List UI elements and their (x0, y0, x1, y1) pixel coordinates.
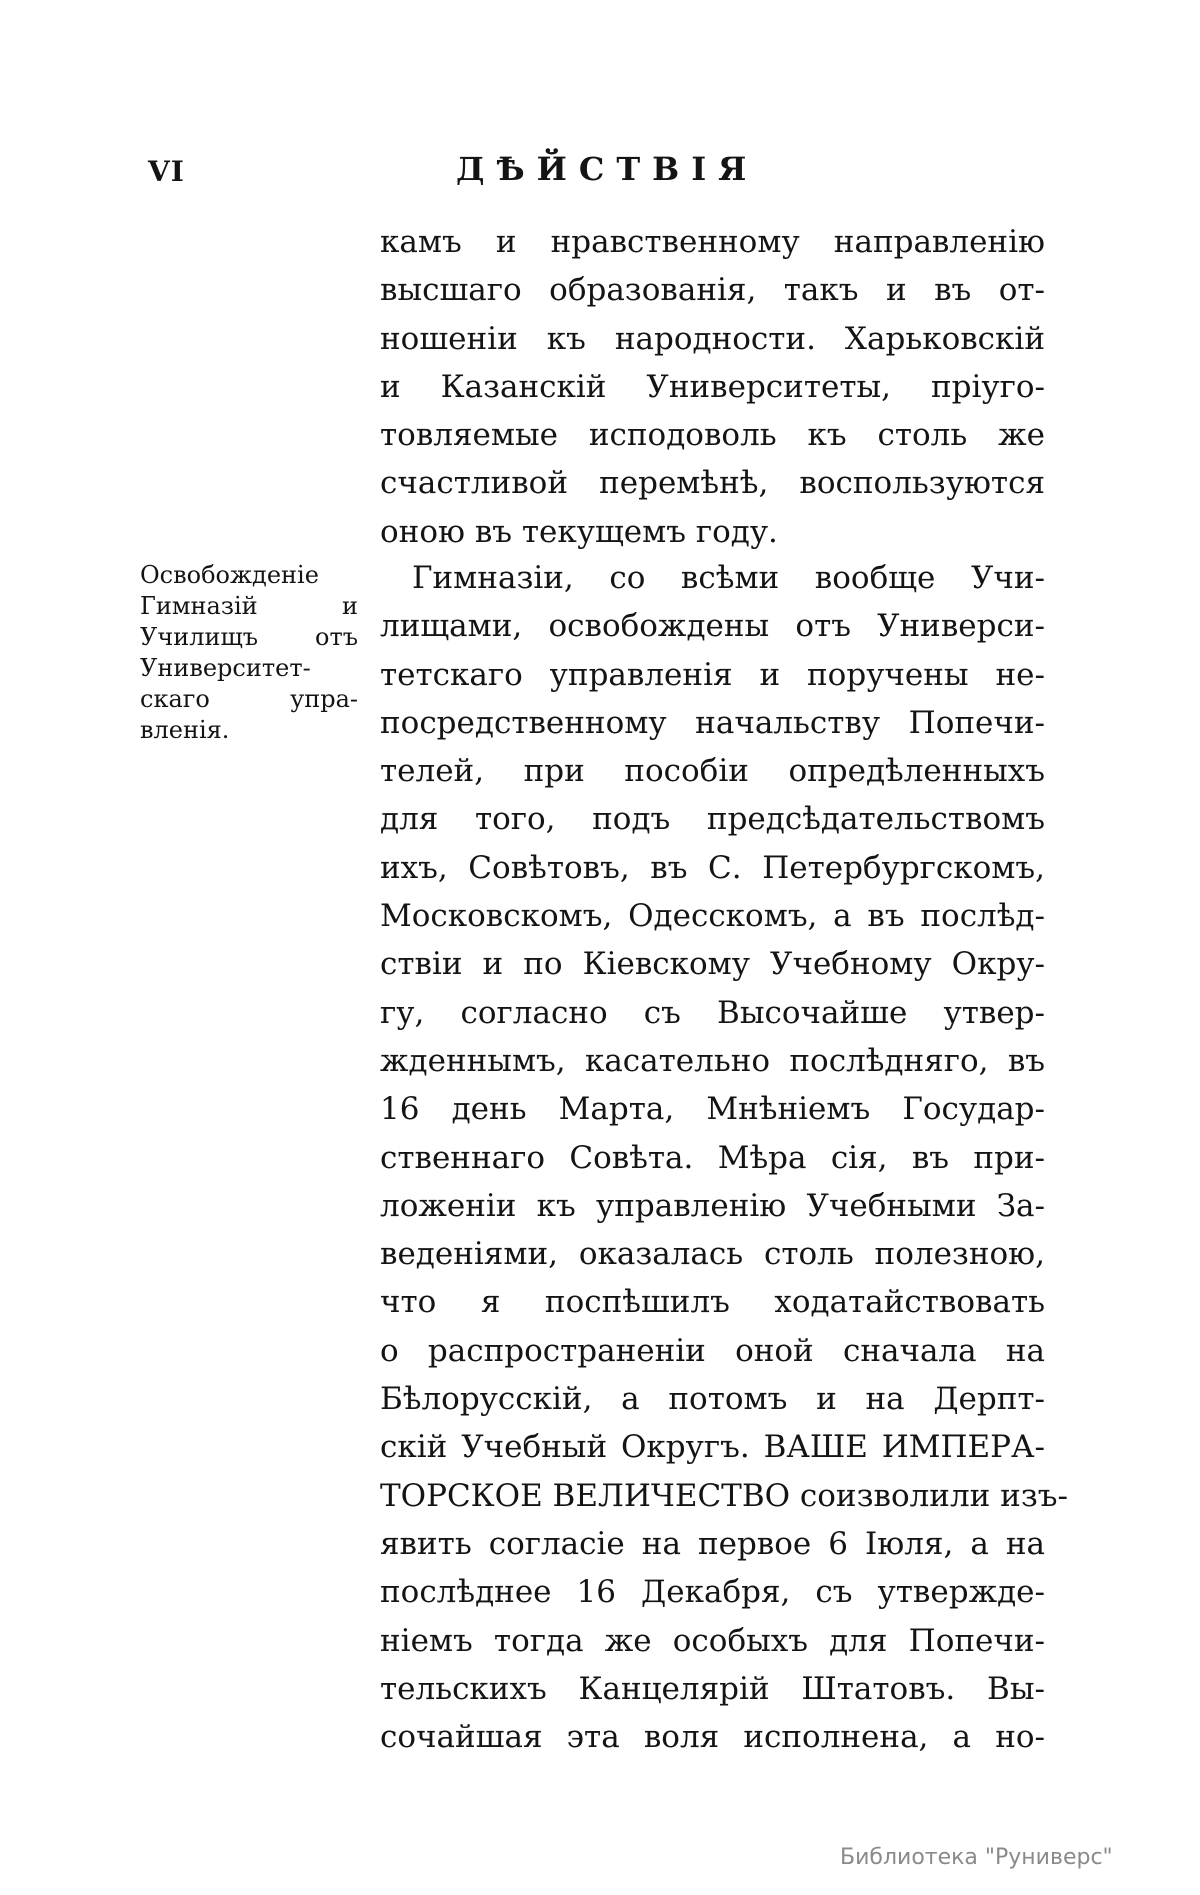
text-line: послѣднее 16 Декабря, съ утвержде- (380, 1574, 1045, 1611)
text-line: ствіи и по Кіевскому Учебному Окру- (380, 946, 1045, 983)
text-line: лищами, освобождены отъ Универси- (380, 608, 1045, 645)
text-line: и Казанскій Университеты, пріуго- (380, 368, 1045, 405)
text-line: ТОРСКОЕ ВЕЛИЧЕСТВО соизволили изъ- (380, 1477, 1068, 1514)
text-line: явить согласіе на первое 6 Іюля, а на (380, 1525, 1045, 1562)
text-line: ложеніи къ управленію Учебными За- (380, 1187, 1045, 1224)
marginal-note-line: вленія. (140, 716, 230, 744)
text-line: гу, согласно съ Высочайше утвер- (380, 994, 1045, 1031)
marginal-note (140, 560, 358, 746)
paragraph-gymnasia (380, 554, 1068, 1761)
paragraph-continued (380, 218, 1045, 556)
text-line: жденнымъ, касательно послѣдняго, въ (380, 1042, 1045, 1079)
text-line: ношеніи къ народности. Харьковскій (380, 320, 1045, 357)
text-line: о распространеніи оной сначала на (380, 1332, 1045, 1369)
text-line: телей, при пособіи опредѣленныхъ (380, 753, 1045, 790)
page-number: VI (148, 155, 185, 188)
text-line: 16 день Марта, Мнѣніемъ Государ- (380, 1091, 1045, 1128)
text-line: сочайшая эта воля исполнена, а но- (380, 1719, 1045, 1756)
marginal-note-line: Гимназій и (140, 592, 358, 620)
text-line: ственнаго Совѣта. Мѣра сія, въ при- (380, 1139, 1045, 1176)
text-line: тетскаго управленія и поручены не- (380, 656, 1045, 693)
text-line: посредственному начальству Попечи- (380, 704, 1045, 741)
text-line: для того, подъ предсѣдательствомъ (380, 801, 1045, 838)
marginal-note-line: Освобожденіе (140, 561, 319, 589)
text-line: высшаго образованія, такъ и въ от- (380, 272, 1045, 309)
text-line: ніемъ тогда же особыхъ для Попечи- (380, 1622, 1045, 1659)
text-line: Гимназіи, со всѣми вообще Учи- (412, 560, 1045, 596)
marginal-note-line: Училищъ отъ (140, 623, 358, 651)
text-line: ихъ, Совѣтовъ, въ С. Петербургскомъ, (380, 849, 1045, 886)
text-line: веденіями, оказалась столь полезною, (380, 1236, 1045, 1273)
text-line: что я поспѣшилъ ходатайствовать (380, 1284, 1045, 1321)
marginal-note-line: скаго упра- (140, 685, 358, 713)
text-line: товляемые исподоволь къ столь же (380, 417, 1045, 454)
text-line: камъ и нравственному направленію (380, 224, 1045, 260)
running-head: ДѢЙСТВІЯ (456, 150, 759, 188)
text-line: счастливой перемѣнѣ, воспользуются (380, 465, 1045, 502)
library-watermark: Библиотека "Руниверс" (840, 1845, 1113, 1870)
marginal-note-line: Университет- (140, 654, 311, 682)
text-line: оною въ текущемъ году. (380, 513, 778, 550)
text-line: Московскомъ, Одесскомъ, а въ послѣд- (380, 898, 1045, 935)
text-line: скій Учебный Округъ. ВАШЕ ИМПЕРА- (380, 1429, 1045, 1466)
text-line: Бѣлорусскій, а потомъ и на Дерпт- (380, 1381, 1045, 1418)
text-line: тельскихъ Канцелярій Штатовъ. Вы- (380, 1670, 1045, 1707)
